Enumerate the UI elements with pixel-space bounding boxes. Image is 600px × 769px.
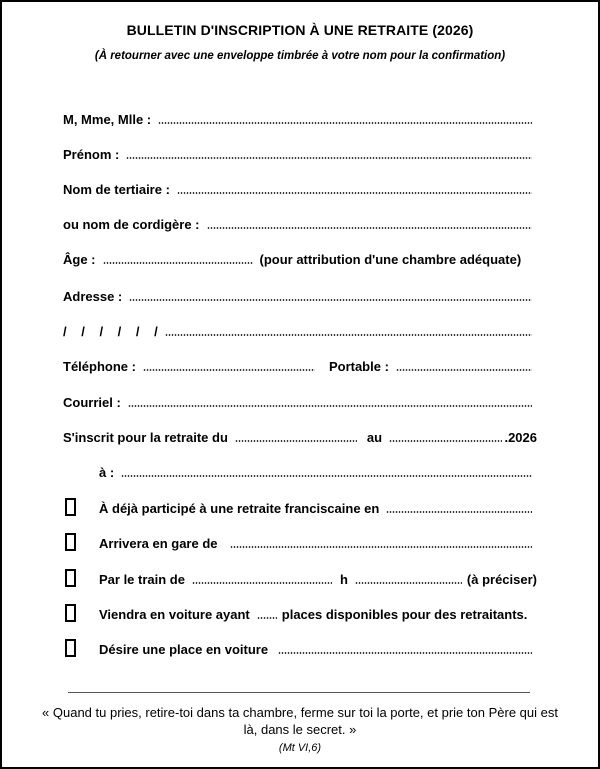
checkbox-train[interactable] bbox=[65, 569, 76, 587]
arrival-station-label: Arrivera en gare de bbox=[99, 536, 218, 551]
train-row bbox=[99, 572, 537, 587]
car-label-start: Viendra en voiture ayant bbox=[99, 607, 250, 622]
train-hour-label: h bbox=[339, 572, 348, 587]
email-row bbox=[63, 395, 534, 410]
tertiary-name-field[interactable] bbox=[177, 192, 532, 194]
age-field[interactable] bbox=[103, 262, 253, 264]
email-field[interactable] bbox=[128, 405, 532, 407]
checkbox-already-participated[interactable] bbox=[65, 498, 76, 516]
first-name-label: Prénom : bbox=[63, 147, 120, 162]
civility-field[interactable] bbox=[158, 122, 532, 124]
retreat-to-label: au bbox=[366, 430, 383, 445]
retreat-place-label: à : bbox=[99, 465, 115, 480]
phone-row bbox=[63, 359, 534, 374]
civility-label: M, Mme, Mlle : bbox=[63, 112, 152, 127]
email-label: Courriel : bbox=[63, 395, 121, 410]
address-label: Adresse : bbox=[63, 289, 123, 304]
wants-seat-label: Désire une place en voiture bbox=[99, 642, 269, 657]
already-participated-row bbox=[99, 501, 534, 516]
postal-row bbox=[63, 324, 534, 339]
cordigere-name-row bbox=[63, 217, 534, 232]
car-row bbox=[99, 607, 537, 622]
already-participated-label: À déjà participé à une retraite franciscaine en bbox=[99, 501, 380, 516]
checkbox-arrival-station[interactable] bbox=[65, 533, 76, 551]
cordigere-name-label: ou nom de cordigère : bbox=[63, 217, 200, 232]
tertiary-name-row bbox=[63, 182, 534, 197]
postal-code-slashes[interactable]: / / / / / / bbox=[63, 324, 158, 339]
checkbox-wants-seat[interactable] bbox=[65, 639, 76, 657]
form-title: BULLETIN D'INSCRIPTION À UNE RETRAITE (2026) bbox=[126, 22, 474, 38]
arrival-station-row bbox=[99, 536, 534, 551]
wants-seat-field[interactable] bbox=[278, 652, 532, 654]
address-row bbox=[63, 289, 534, 304]
train-label: Par le train de bbox=[99, 572, 185, 587]
already-participated-field[interactable] bbox=[386, 511, 532, 513]
car-seats-field[interactable] bbox=[257, 617, 277, 619]
wants-seat-row bbox=[99, 642, 534, 657]
address-field[interactable] bbox=[129, 299, 532, 301]
retreat-to-field[interactable] bbox=[389, 440, 502, 442]
first-name-row bbox=[63, 147, 534, 162]
retreat-place-field[interactable] bbox=[121, 475, 532, 477]
scripture-reference: (Mt VI,6) bbox=[278, 742, 322, 754]
city-field[interactable] bbox=[165, 334, 532, 336]
form-subtitle: (À retourner avec une enveloppe timbrée à votre nom pour la confirmation) bbox=[94, 50, 506, 62]
train-hour-field[interactable] bbox=[355, 582, 462, 584]
retreat-from-field[interactable] bbox=[235, 440, 357, 442]
retreat-year: .2026 bbox=[504, 430, 537, 445]
age-note: (pour attribution d'une chambre adéquate) bbox=[259, 252, 522, 267]
phone-label: Téléphone : bbox=[63, 359, 136, 374]
cordigere-name-field[interactable] bbox=[207, 227, 532, 229]
age-row bbox=[63, 252, 534, 267]
retreat-place-row bbox=[99, 465, 534, 480]
scripture-quote: « Quand tu pries, retire-toi dans ta chambre, ferme sur toi la porte, et prie ton Père qui est là, dans le secret. » bbox=[42, 705, 558, 737]
car-label-end: places disponibles pour des retraitants. bbox=[281, 607, 528, 622]
footer-divider bbox=[68, 692, 530, 693]
first-name-field[interactable] bbox=[126, 157, 532, 159]
phone-field[interactable] bbox=[143, 369, 315, 371]
civility-row bbox=[63, 112, 534, 127]
retreat-dates-row bbox=[63, 430, 537, 445]
train-note: (à préciser) bbox=[466, 572, 537, 587]
train-field[interactable] bbox=[192, 582, 332, 584]
arrival-station-field[interactable] bbox=[230, 546, 532, 548]
mobile-field[interactable] bbox=[396, 369, 532, 371]
checkbox-car[interactable] bbox=[65, 604, 76, 622]
age-label: Âge : bbox=[63, 252, 96, 267]
retreat-from-label: S'inscrit pour la retraite du bbox=[63, 430, 228, 445]
tertiary-name-label: Nom de tertiaire : bbox=[63, 182, 170, 197]
mobile-label: Portable : bbox=[328, 359, 389, 374]
